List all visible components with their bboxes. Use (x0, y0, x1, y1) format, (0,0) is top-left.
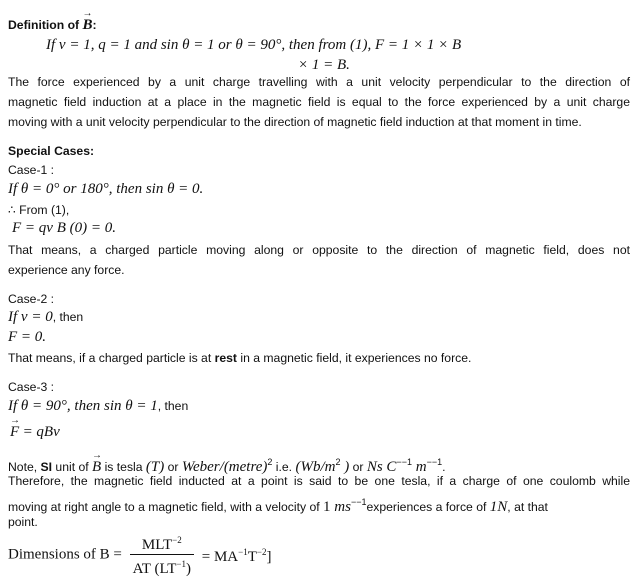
case2-title: Case-2 : (8, 292, 55, 306)
definition-para-line-3: moving with a unit velocity perpendicular to the direction of magnetic field induction at that moment in time. (8, 115, 582, 129)
therefore-one: 1 (323, 499, 331, 515)
dimensions-rhs (202, 549, 272, 565)
case2-condition-math: If v = 0 (8, 309, 53, 325)
vector-arrow-icon: → (82, 8, 93, 19)
note-wb-close: ) (340, 459, 350, 475)
case3-condition-math: If θ = 90°, then sin θ = 1 (8, 398, 158, 414)
note-m: m (411, 459, 427, 475)
note-wb-exponent: 2 (335, 457, 341, 467)
note-text-2: is tesla (101, 460, 146, 474)
definition-colon: : (92, 18, 97, 32)
case2-condition (8, 309, 83, 325)
therefore-1n: 1N (489, 499, 508, 515)
note-exponent-2: −−1 (426, 457, 443, 467)
dimensions-fraction (130, 531, 194, 578)
therefore-text-b: experiences a force of (366, 500, 490, 514)
case3-condition-text: , then (157, 399, 189, 413)
dimensions-rhs-exponent-2: −2 (256, 547, 267, 557)
therefore-line-2 (8, 494, 630, 515)
dimensions-numerator (130, 531, 194, 555)
special-cases-heading: Special Cases: (8, 144, 95, 158)
vector-arrow-icon: → (92, 450, 103, 461)
definition-heading (8, 8, 97, 33)
therefore-exponent: −−1 (350, 497, 367, 507)
note-text-1: unit of (52, 460, 93, 474)
dimensions-den-exponent: −1 (176, 559, 186, 569)
dimensions-num-exponent: −2 (172, 535, 182, 545)
case2-para-bold: rest (214, 351, 237, 365)
vector-b-letter: B (82, 17, 93, 33)
definition-equation-line2: × 1 = B. (298, 57, 350, 73)
note-ns-c: Ns C (366, 459, 397, 475)
case3-equation-rhs: = qBv (22, 424, 60, 440)
case1-from: ∴ From (1), (8, 203, 70, 217)
case3-title: Case-3 : (8, 380, 55, 394)
case2-condition-text: , then (52, 310, 84, 324)
definition-para-line-2: magnetic field induction at a place in the magnetic field is equal to the force experienced by a unit charge (8, 95, 630, 109)
case2-equation: F = 0. (8, 329, 47, 345)
note-text-3: or (164, 460, 182, 474)
definition-para-line-1: The force experienced by a unit charge travelling with a unit velocity perpendicular to the direction of (8, 75, 630, 89)
dimensions-line (8, 531, 271, 578)
vector-arrow-icon: → (10, 415, 20, 426)
vector-f-letter: F (10, 424, 20, 440)
note-vector-b-letter: B (92, 459, 102, 475)
therefore-line-3: point. (8, 515, 38, 529)
definition-equation-line1: If v = 1, q = 1 and sin θ = 1 or θ = 90°, then from (1), F = 1 × 1 × B (46, 37, 462, 53)
therefore-line-1: Therefore, the magnetic field inducted at a point is said to be one tesla, if a charge of one coulomb while (8, 474, 630, 488)
dimensions-den-text: AT (LT (132, 561, 177, 577)
dimensions-rhs-exponent-1: −1 (238, 547, 248, 557)
case2-paragraph (8, 350, 471, 366)
vector-f-symbol (10, 415, 20, 440)
note-wb: (Wb/m (295, 459, 336, 475)
case3-condition (8, 398, 188, 414)
note-prefix: Note, (8, 460, 41, 474)
note-weber: Weber/(metre) (181, 459, 268, 475)
case2-para-text-a: That means, if a charged particle is at (8, 351, 215, 365)
note-text-4: i.e. (272, 460, 296, 474)
case1-para-line-2: experience any force. (8, 263, 125, 277)
note-exponent-1: −−1 (396, 457, 412, 467)
note-text-5: or (349, 460, 367, 474)
dimensions-rhs-close: ] (266, 549, 272, 565)
case1-para-line-1: That means, a charged particle moving along or opposite to the direction of magnetic field, does not (8, 243, 630, 257)
dimensions-num-text: MLT (141, 537, 173, 553)
therefore-text-a: moving at right angle to a magnetic field, with a velocity of (8, 500, 324, 514)
note-si: SI (40, 460, 53, 474)
case3-equation (10, 415, 60, 440)
note-weber-exponent: 2 (267, 457, 273, 467)
note-tesla: (T) (145, 459, 165, 475)
therefore-ms: ms (330, 499, 351, 515)
note-line (8, 450, 446, 475)
case1-title: Case-1 : (8, 163, 55, 177)
definition-heading-text: Definition of (8, 18, 80, 32)
dimensions-rhs-t: T (247, 549, 257, 565)
dimensions-denominator (130, 555, 194, 578)
vector-b-symbol (82, 8, 93, 33)
dimensions-den-close: ) (185, 561, 191, 577)
case1-condition: If θ = 0° or 180°, then sin θ = 0. (8, 181, 204, 197)
therefore-text-c: , at that (507, 500, 548, 514)
case1-equation: F = qv B (0) = 0. (12, 220, 116, 236)
dimensions-label: Dimensions of B = (8, 546, 122, 563)
note-dot: . (442, 460, 446, 474)
dimensions-rhs-text: = MA (201, 549, 239, 565)
case2-para-text-b: in a magnetic field, it experiences no force. (236, 351, 472, 365)
